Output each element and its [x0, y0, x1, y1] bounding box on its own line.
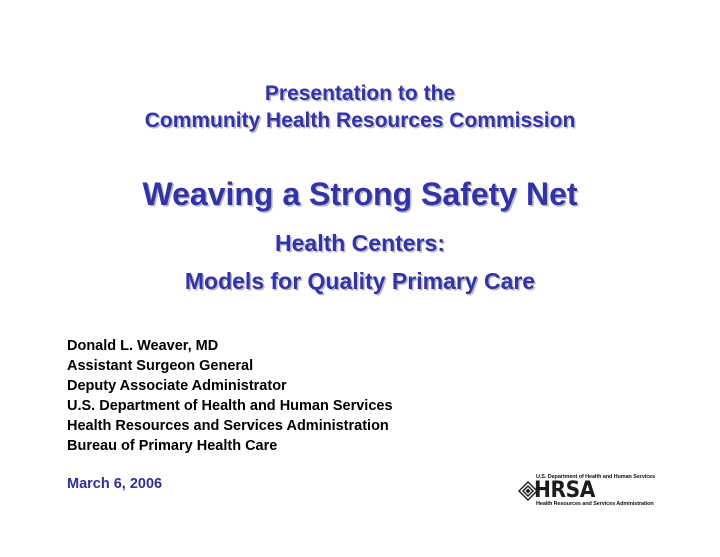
- presenter-agency: Health Resources and Services Administration: [67, 418, 389, 434]
- logo-administration-text: Health Resources and Services Administration: [536, 501, 654, 507]
- presentation-heading-line2: Community Health Resources Commission: [144, 109, 576, 132]
- presentation-heading-line1: Presentation to the: [264, 82, 456, 105]
- presenter-department: U.S. Department of Health and Human Services: [67, 398, 393, 414]
- presenter-role: Deputy Associate Administrator: [67, 378, 287, 394]
- slide-subtitle-line1: Health Centers:: [275, 230, 445, 256]
- presenter-title: Assistant Surgeon General: [67, 358, 254, 374]
- hrsa-logo: [517, 474, 657, 510]
- slide-subtitle-line2: Models for Quality Primary Care: [184, 268, 536, 294]
- presentation-date: March 6, 2006: [67, 476, 163, 492]
- logo-wordmark: HRSA: [534, 478, 595, 503]
- slide-title: Weaving a Strong Safety Net: [142, 176, 578, 212]
- presenter-bureau: Bureau of Primary Health Care: [67, 438, 278, 454]
- logo-department-text: U.S. Department of Health and Human Services: [536, 474, 656, 480]
- presenter-info: [67, 336, 393, 456]
- presenter-name: Donald L. Weaver, MD: [67, 338, 219, 354]
